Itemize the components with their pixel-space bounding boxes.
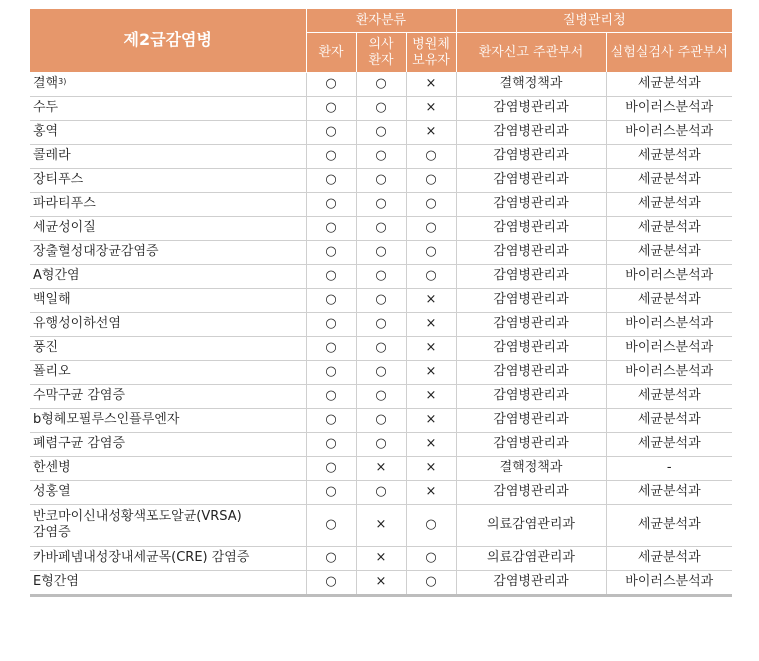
report-dept-cell: 감염병관리과 <box>456 312 606 336</box>
col-header-suspect: 의사 환자 <box>356 33 406 73</box>
disease-name-cell <box>30 546 306 570</box>
disease-name: 폴리오 <box>33 364 71 379</box>
table-row <box>30 144 732 168</box>
report-dept-cell: 의료감염관리과 <box>456 504 606 546</box>
suspect-cell: ○ <box>356 240 406 264</box>
suspect-cell: ○ <box>356 144 406 168</box>
table-row <box>30 288 732 312</box>
disease-name: 백일해 <box>33 292 71 307</box>
lab-dept-cell: 세균분석과 <box>606 546 732 570</box>
lab-dept-cell: 바이러스분석과 <box>606 120 732 144</box>
disease-name-cell <box>30 360 306 384</box>
lab-dept-cell: 바이러스분석과 <box>606 336 732 360</box>
patient-cell: ○ <box>306 408 356 432</box>
disease-name: 홍역 <box>33 124 59 139</box>
disease-name: 풍진 <box>33 340 59 355</box>
disease-name: E형간염 <box>33 574 79 589</box>
table-row <box>30 546 732 570</box>
disease-name: 장티푸스 <box>33 172 84 187</box>
lab-dept-cell: 바이러스분석과 <box>606 312 732 336</box>
patient-cell: ○ <box>306 504 356 546</box>
lab-dept-cell: - <box>606 456 732 480</box>
table-row <box>30 72 732 96</box>
lab-dept-cell: 세균분석과 <box>606 480 732 504</box>
table-row <box>30 120 732 144</box>
suspect-cell: × <box>356 456 406 480</box>
table-row <box>30 570 732 595</box>
disease-name-cell <box>30 216 306 240</box>
lab-dept-cell: 바이러스분석과 <box>606 360 732 384</box>
disease-name-cell <box>30 288 306 312</box>
disease-name-cell <box>30 312 306 336</box>
suspect-cell: ○ <box>356 264 406 288</box>
suspect-cell: × <box>356 504 406 546</box>
report-dept-cell: 감염병관리과 <box>456 336 606 360</box>
carrier-cell: × <box>406 336 456 360</box>
suspect-cell: × <box>356 546 406 570</box>
report-dept-cell: 감염병관리과 <box>456 264 606 288</box>
disease-name: 수두 <box>33 100 59 115</box>
patient-cell: ○ <box>306 288 356 312</box>
table-row <box>30 408 732 432</box>
disease-name-cell <box>30 432 306 456</box>
carrier-cell: × <box>406 384 456 408</box>
table-row <box>30 192 732 216</box>
carrier-cell: ○ <box>406 264 456 288</box>
disease-name: 세균성이질 <box>33 220 96 235</box>
disease-name-cell <box>30 504 306 546</box>
table-row <box>30 384 732 408</box>
disease-name: 한센병 <box>33 460 71 475</box>
col-header-report-dept: 환자신고 주관부서 <box>456 33 606 73</box>
lab-dept-cell: 세균분석과 <box>606 432 732 456</box>
disease-name-cell <box>30 192 306 216</box>
lab-dept-cell: 세균분석과 <box>606 384 732 408</box>
col-header-carrier: 병원체 보유자 <box>406 33 456 73</box>
col-header-lab-dept: 실험실검사 주관부서 <box>606 33 732 73</box>
carrier-cell: ○ <box>406 240 456 264</box>
lab-dept-cell: 바이러스분석과 <box>606 264 732 288</box>
carrier-cell: × <box>406 480 456 504</box>
report-dept-cell: 감염병관리과 <box>456 384 606 408</box>
disease-name: 성홍열 <box>33 484 71 499</box>
patient-cell: ○ <box>306 570 356 595</box>
carrier-cell: ○ <box>406 504 456 546</box>
disease-name: 폐렴구균 감염증 <box>33 436 126 451</box>
table-row <box>30 504 732 546</box>
disease-name-cell <box>30 408 306 432</box>
suspect-cell: ○ <box>356 216 406 240</box>
patient-cell: ○ <box>306 432 356 456</box>
table-body <box>30 72 732 595</box>
footnote-marker: 3) <box>58 77 67 86</box>
report-dept-cell: 감염병관리과 <box>456 168 606 192</box>
report-dept-cell: 감염병관리과 <box>456 216 606 240</box>
lab-dept-cell: 세균분석과 <box>606 72 732 96</box>
table-row <box>30 432 732 456</box>
lab-dept-cell: 세균분석과 <box>606 504 732 546</box>
suspect-cell: ○ <box>356 120 406 144</box>
disease-name-cell <box>30 336 306 360</box>
carrier-cell: ○ <box>406 570 456 595</box>
lab-dept-cell: 세균분석과 <box>606 216 732 240</box>
report-dept-cell: 결핵정책과 <box>456 72 606 96</box>
disease-name-cell <box>30 570 306 595</box>
lab-dept-cell: 세균분석과 <box>606 192 732 216</box>
patient-cell: ○ <box>306 192 356 216</box>
disease-name: 수막구균 감염증 <box>33 388 126 403</box>
suspect-cell: ○ <box>356 168 406 192</box>
patient-cell: ○ <box>306 360 356 384</box>
report-dept-cell: 의료감염관리과 <box>456 546 606 570</box>
patient-cell: ○ <box>306 456 356 480</box>
patient-cell: ○ <box>306 336 356 360</box>
disease-name: 유행성이하선염 <box>33 316 121 331</box>
disease-name: b형헤모필루스인플루엔자 <box>33 412 180 427</box>
patient-cell: ○ <box>306 144 356 168</box>
carrier-cell: × <box>406 432 456 456</box>
table-row <box>30 480 732 504</box>
suspect-cell: ○ <box>356 288 406 312</box>
report-dept-cell: 감염병관리과 <box>456 570 606 595</box>
disease-name-cell <box>30 72 306 96</box>
patient-cell: ○ <box>306 72 356 96</box>
report-dept-cell: 감염병관리과 <box>456 96 606 120</box>
group-header-patient-class: 환자분류 <box>306 9 456 33</box>
table-row <box>30 96 732 120</box>
disease-name: A형간염 <box>33 268 80 283</box>
carrier-cell: × <box>406 408 456 432</box>
carrier-cell: × <box>406 120 456 144</box>
suspect-cell: × <box>356 570 406 595</box>
patient-cell: ○ <box>306 480 356 504</box>
report-dept-cell: 감염병관리과 <box>456 120 606 144</box>
suspect-cell: ○ <box>356 192 406 216</box>
col-header-patient: 환자 <box>306 33 356 73</box>
report-dept-cell: 감염병관리과 <box>456 432 606 456</box>
suspect-cell: ○ <box>356 96 406 120</box>
patient-cell: ○ <box>306 264 356 288</box>
lab-dept-cell: 세균분석과 <box>606 168 732 192</box>
suspect-cell: ○ <box>356 336 406 360</box>
table-title: 제2급감염병 <box>30 9 306 72</box>
disease-name: 반코마이신내성황색포도알균(VRSA) 감염증 <box>33 509 242 540</box>
disease-name-cell <box>30 120 306 144</box>
suspect-cell: ○ <box>356 480 406 504</box>
carrier-cell: × <box>406 312 456 336</box>
disease-name-cell <box>30 144 306 168</box>
table-row <box>30 336 732 360</box>
disease-name: 장출혈성대장균감염증 <box>33 244 159 259</box>
patient-cell: ○ <box>306 168 356 192</box>
suspect-cell: ○ <box>356 312 406 336</box>
table-row <box>30 216 732 240</box>
disease-name-cell <box>30 96 306 120</box>
disease-name-cell <box>30 456 306 480</box>
carrier-cell: × <box>406 72 456 96</box>
report-dept-cell: 결핵정책과 <box>456 456 606 480</box>
infectious-disease-table <box>30 9 732 597</box>
patient-cell: ○ <box>306 546 356 570</box>
carrier-cell: ○ <box>406 168 456 192</box>
carrier-cell: × <box>406 360 456 384</box>
disease-name-cell <box>30 264 306 288</box>
carrier-cell: ○ <box>406 216 456 240</box>
report-dept-cell: 감염병관리과 <box>456 288 606 312</box>
patient-cell: ○ <box>306 120 356 144</box>
table-row <box>30 312 732 336</box>
lab-dept-cell: 바이러스분석과 <box>606 570 732 595</box>
suspect-cell: ○ <box>356 408 406 432</box>
disease-name-cell <box>30 240 306 264</box>
lab-dept-cell: 세균분석과 <box>606 288 732 312</box>
report-dept-cell: 감염병관리과 <box>456 144 606 168</box>
disease-name: 결핵 <box>33 76 59 91</box>
group-header-kcdc: 질병관리청 <box>456 9 732 33</box>
report-dept-cell: 감염병관리과 <box>456 360 606 384</box>
table-row <box>30 264 732 288</box>
lab-dept-cell: 세균분석과 <box>606 240 732 264</box>
patient-cell: ○ <box>306 312 356 336</box>
table-row <box>30 360 732 384</box>
report-dept-cell: 감염병관리과 <box>456 480 606 504</box>
carrier-cell: × <box>406 96 456 120</box>
lab-dept-cell: 바이러스분석과 <box>606 96 732 120</box>
report-dept-cell: 감염병관리과 <box>456 408 606 432</box>
patient-cell: ○ <box>306 384 356 408</box>
disease-name: 카바페넴내성장내세균목(CRE) 감염증 <box>33 550 250 565</box>
suspect-cell: ○ <box>356 72 406 96</box>
carrier-cell: × <box>406 456 456 480</box>
suspect-cell: ○ <box>356 384 406 408</box>
report-dept-cell: 감염병관리과 <box>456 240 606 264</box>
carrier-cell: ○ <box>406 144 456 168</box>
carrier-cell: × <box>406 288 456 312</box>
disease-name-cell <box>30 168 306 192</box>
patient-cell: ○ <box>306 96 356 120</box>
carrier-cell: ○ <box>406 546 456 570</box>
disease-name: 파라티푸스 <box>33 196 96 211</box>
table-row <box>30 168 732 192</box>
lab-dept-cell: 세균분석과 <box>606 408 732 432</box>
table-row <box>30 240 732 264</box>
disease-name-cell <box>30 480 306 504</box>
infectious-disease-table-container <box>30 9 732 597</box>
report-dept-cell: 감염병관리과 <box>456 192 606 216</box>
disease-name-cell <box>30 384 306 408</box>
lab-dept-cell: 세균분석과 <box>606 144 732 168</box>
patient-cell: ○ <box>306 240 356 264</box>
patient-cell: ○ <box>306 216 356 240</box>
disease-name: 콜레라 <box>33 148 71 163</box>
table-row <box>30 456 732 480</box>
carrier-cell: ○ <box>406 192 456 216</box>
suspect-cell: ○ <box>356 360 406 384</box>
suspect-cell: ○ <box>356 432 406 456</box>
